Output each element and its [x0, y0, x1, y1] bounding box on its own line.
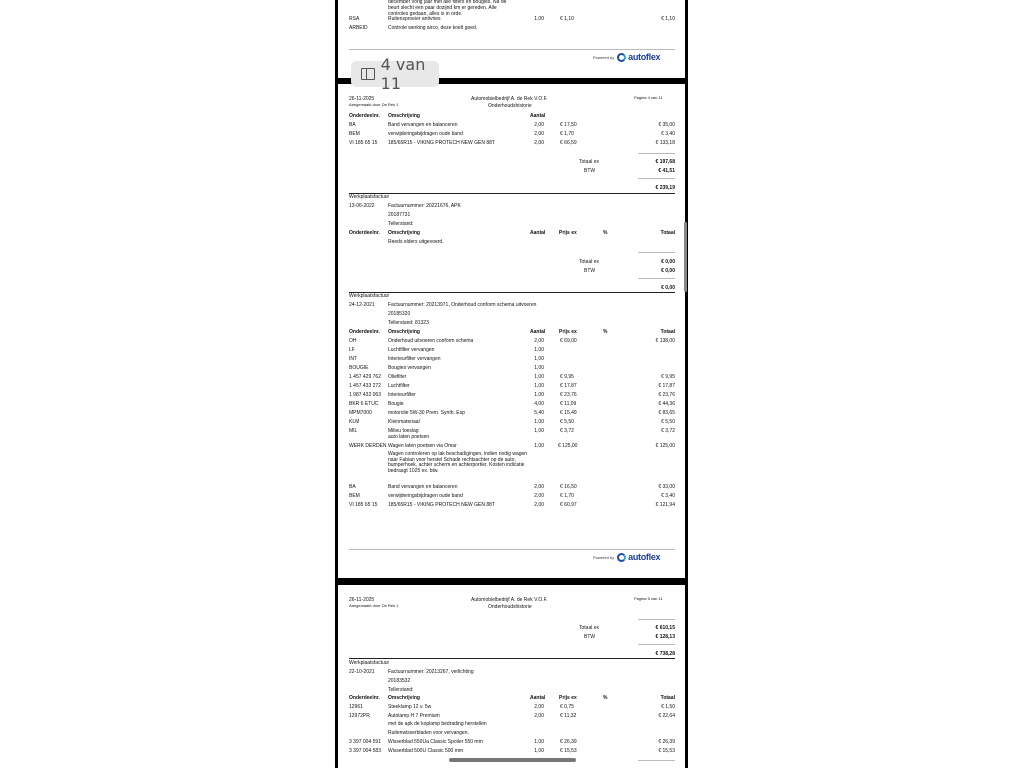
- part-number: INT: [349, 356, 358, 362]
- line-total: € 22,64: [658, 713, 675, 719]
- total-ex-value: € 610,15: [655, 625, 675, 631]
- col-price-ex: Prijs ex: [559, 230, 577, 236]
- grand-total-value: € 738,28: [655, 651, 675, 657]
- unit-price: € 3,72: [560, 428, 574, 434]
- divider: [349, 549, 675, 550]
- divider: [638, 644, 675, 645]
- pdf-page-4: [338, 84, 685, 578]
- page-indicator-label: 4 van 11: [380, 55, 426, 93]
- description: 185/65R15 - VIKING PROTECH NEW GEN 88T: [388, 140, 495, 146]
- line-total: € 35,00: [658, 122, 675, 128]
- quantity: 2,00: [534, 131, 544, 137]
- divider: [638, 178, 675, 179]
- part-number: KLM: [349, 419, 360, 425]
- col-part-number: Onderdeelnr.: [349, 329, 380, 335]
- unit-price: € 66,59: [560, 140, 577, 146]
- description: Interieurfilter vervangen: [388, 356, 441, 362]
- col-price-ex: Prijs ex: [559, 695, 577, 701]
- divider: [349, 292, 675, 293]
- vertical-scrollbar-thumb[interactable]: [684, 222, 687, 292]
- invoice-note: auto laten poetsen: [388, 434, 430, 440]
- description: motorolie 5W-30 Prem. Synth. Esp: [388, 410, 465, 416]
- document-subtitle: Onderhoudshistorie: [488, 604, 532, 610]
- line-total: € 15,53: [658, 748, 675, 754]
- quantity: 5,40: [534, 410, 544, 416]
- divider: [349, 658, 675, 659]
- quantity: 1,00: [534, 365, 544, 371]
- quantity: 2,00: [534, 122, 544, 128]
- made-by: Aangemaakt door De Rek 1: [349, 603, 399, 608]
- invoice-ref: 20185320: [388, 311, 411, 317]
- description: Bougies vervangen: [388, 365, 431, 371]
- invoice-note: met de apk de koplamp bedrading herstellen: [388, 721, 487, 727]
- unit-price: € 125,00: [558, 443, 578, 449]
- unit-price: € 15,49: [560, 410, 577, 416]
- part-number: 3 397 004 583: [349, 748, 381, 754]
- part-number: VI 185 65 15: [349, 502, 378, 508]
- part-number: 12961: [349, 704, 363, 710]
- quantity: 1,00: [534, 428, 544, 434]
- quantity: 1,00: [534, 356, 544, 362]
- quantity: 2,00: [534, 713, 544, 719]
- line-total: € 44,36: [658, 401, 675, 407]
- invoice-ref: 20183532: [388, 678, 411, 684]
- quantity: 1,00: [534, 748, 544, 754]
- unit-price: € 1,10: [560, 16, 574, 22]
- company-name: Automobielbedrijf A. de Rek V.O.F.: [471, 96, 548, 102]
- part-number: 3 397 004 591: [349, 739, 381, 745]
- quantity: 1,00: [534, 383, 544, 389]
- odometer: Tellerstand: 81323: [388, 320, 429, 326]
- description: verwijderingsbijdragen oude band: [388, 131, 463, 137]
- invoice-date: 13-06-2022: [349, 203, 375, 209]
- divider: [638, 252, 675, 253]
- part-number: VI 185 65 15: [349, 140, 378, 146]
- col-quantity: Aantal: [530, 230, 546, 236]
- col-description: Omschrijving: [388, 329, 420, 335]
- col-quantity: Aantal: [530, 113, 546, 119]
- col-description: Omschrijving: [388, 695, 420, 701]
- part-number: MPM7000: [349, 410, 372, 416]
- line-total: € 23,76: [658, 392, 675, 398]
- part-number: BA: [349, 122, 356, 128]
- col-part-number: Onderdeelnr.: [349, 695, 380, 701]
- divider: [349, 193, 675, 194]
- line-total: € 5,50: [661, 419, 675, 425]
- print-date: 26-11-2025: [349, 96, 375, 102]
- autoflex-swirl-icon: [617, 53, 626, 62]
- description: Steeklamp 12 v. 5w: [388, 704, 432, 710]
- part-number: OH: [349, 338, 357, 344]
- page-number: Pagina 4 van 11: [634, 95, 663, 100]
- quantity: 1,00: [534, 739, 544, 745]
- part-number: 12972PR: [349, 713, 370, 719]
- col-part-number: Onderdeelnr.: [349, 230, 380, 236]
- note-line: beurt slecht een paar dozijnd km er gereden. Alle: [388, 5, 497, 11]
- description: Luchtfilter vervangen: [388, 347, 435, 353]
- description: Milieu toeslag: [388, 428, 419, 434]
- line-total: € 133,18: [655, 140, 675, 146]
- vat-value: € 128,13: [655, 634, 675, 640]
- unit-price: € 1,70: [560, 493, 574, 499]
- part-number: 1 457 433 272: [349, 383, 381, 389]
- line-total: € 3,40: [661, 493, 675, 499]
- col-total: Totaal: [660, 329, 675, 335]
- autoflex-wordmark: autoflex: [628, 52, 661, 62]
- col-total: Totaal: [660, 695, 675, 701]
- page-sidebar-icon: [361, 68, 375, 80]
- description: verwijderingsbijdragen oude band: [388, 493, 463, 499]
- description: Bougie: [388, 401, 404, 407]
- line-total: € 83,65: [658, 410, 675, 416]
- divider: [638, 278, 675, 279]
- invoice-note: Reeds elders uitgevoerd.: [388, 239, 444, 245]
- quantity: 2,00: [534, 704, 544, 710]
- invoice-title: Werkplaatsfactuur: [349, 293, 390, 299]
- quantity: 2,00: [534, 493, 544, 499]
- vat-value: € 0,00: [661, 268, 675, 274]
- quantity: 1,00: [534, 443, 544, 449]
- powered-by-autoflex: [593, 52, 660, 62]
- divider: [638, 153, 675, 154]
- pdf-viewer[interactable]: [335, 0, 688, 768]
- odometer: Tellerstand:: [388, 687, 414, 693]
- part-number: BA: [349, 484, 356, 490]
- unit-price: € 11,09: [560, 401, 577, 407]
- description: Ruitensproeier antivries: [388, 16, 441, 22]
- line-total: € 33,00: [658, 484, 675, 490]
- quantity: 1,00: [534, 374, 544, 380]
- note-line: controles gedaan, alles is in orde.: [388, 11, 463, 17]
- document-subtitle: Onderhoudshistorie: [488, 103, 532, 109]
- unit-price: € 69,00: [560, 338, 577, 344]
- vat-label: BTW: [584, 168, 596, 174]
- previous-note: [388, 0, 518, 17]
- odometer: Tellerstand:: [388, 221, 414, 227]
- invoice-title: Werkplaatsfactuur: [349, 194, 390, 200]
- divider: [349, 49, 675, 50]
- quantity: 2,00: [534, 502, 544, 508]
- powered-by-autoflex: [593, 552, 660, 562]
- description: Onderhoud uitvoeren conform schema: [388, 338, 474, 344]
- unit-price: € 9,95: [560, 374, 574, 380]
- line-total: € 26,39: [658, 739, 675, 745]
- quantity: 1,00: [534, 16, 544, 22]
- invoice-date: 22-10-2021: [349, 669, 375, 675]
- col-part-number: Onderdeelnr.: [349, 113, 380, 119]
- powered-by-label: Powered by: [593, 54, 615, 60]
- total-ex-value: € 0,00: [661, 259, 675, 265]
- description: Wagen laten poetsen via Omar: [388, 443, 457, 449]
- description: Oliefilter: [388, 374, 407, 380]
- part-number: BEM: [349, 493, 360, 499]
- line-total: € 3,72: [661, 428, 675, 434]
- quantity: 1,00: [534, 419, 544, 425]
- invoice-number: Factuurnummer: 20213267, verlichting: [388, 669, 474, 675]
- unit-price: € 23,76: [560, 392, 577, 398]
- line-total: € 17,87: [658, 383, 675, 389]
- grand-total-value: € 0,00: [661, 285, 675, 291]
- vat-label: BTW: [584, 268, 596, 274]
- line-total: € 1,10: [661, 16, 675, 22]
- line-total: € 138,00: [655, 338, 675, 344]
- description: Interieurfilter: [388, 392, 416, 398]
- grand-total-value: € 239,19: [655, 185, 675, 191]
- company-name: Automobielbedrijf A. de Rek V.O.F.: [471, 597, 548, 603]
- part-number: RSA: [349, 16, 360, 22]
- part-number: BEM: [349, 131, 360, 137]
- total-ex-value: € 197,68: [655, 159, 675, 165]
- total-ex-label: Totaal ex: [579, 259, 600, 265]
- page-indicator[interactable]: [351, 55, 439, 93]
- line-total: € 125,00: [655, 443, 675, 449]
- unit-price: € 26,39: [560, 739, 577, 745]
- invoice-title: Werkplaatsfactuur: [349, 660, 390, 666]
- unit-price: € 17,50: [560, 122, 577, 128]
- unit-price: € 60,97: [560, 502, 577, 508]
- invoice-note: Ruitenwisserbladen voor vervangen.: [388, 730, 469, 736]
- invoice-number: Factuurnummer: 20221676, APK: [388, 203, 461, 209]
- description: Kleinmateriaal: [388, 419, 420, 425]
- autoflex-wordmark: autoflex: [628, 552, 661, 562]
- col-description: Omschrijving: [388, 230, 420, 236]
- unit-price: € 17,87: [560, 383, 577, 389]
- quantity: 2,00: [534, 484, 544, 490]
- invoice-date: 24-12-2021: [349, 302, 375, 308]
- description: Wisserblad 550Ua Classic Spoiler 550 mm: [388, 739, 483, 745]
- col-quantity: Aantal: [530, 695, 546, 701]
- part-number: WERK DERDEN: [349, 443, 387, 449]
- powered-by-label: Powered by: [593, 554, 615, 560]
- description: 185/65R15 - VIKING PROTECH NEW GEN 88T: [388, 502, 495, 508]
- total-ex-label: Totaal ex: [579, 625, 600, 631]
- unit-price: € 0,75: [560, 704, 574, 710]
- part-number: ARBEID: [349, 25, 368, 31]
- autoflex-logo: [617, 52, 660, 62]
- part-number: BKR 6 ETUC: [349, 401, 379, 407]
- description: Luchtfilter: [388, 383, 410, 389]
- part-number: BOUGIE: [349, 365, 369, 371]
- unit-price: € 11,32: [560, 713, 577, 719]
- vat-value: € 41,51: [658, 168, 675, 174]
- line-total: € 3,40: [661, 131, 675, 137]
- description: Band vervangen en balanceren: [388, 122, 458, 128]
- description: Controle werking airco, deze koelt goed.: [388, 25, 478, 31]
- autoflex-swirl-icon: [617, 553, 626, 562]
- quantity: 1,00: [534, 347, 544, 353]
- quantity: 2,00: [534, 338, 544, 344]
- made-by: Aangemaakt door De Rek 1: [349, 102, 399, 107]
- line-total: € 121,94: [655, 502, 675, 508]
- pdf-page-5: [338, 585, 685, 768]
- description: Wisserblad 500U Classic 500 mm: [388, 748, 464, 754]
- divider: [638, 760, 675, 761]
- vat-label: BTW: [584, 634, 596, 640]
- col-discount: %: [603, 230, 608, 236]
- line-total: € 9,95: [661, 374, 675, 380]
- print-date: 26-11-2025: [349, 597, 375, 603]
- line-total: € 1,50: [661, 704, 675, 710]
- divider: [638, 619, 675, 620]
- invoice-ref: 20187731: [388, 212, 411, 218]
- horizontal-scrollbar-thumb[interactable]: [449, 758, 576, 762]
- part-number: MIL: [349, 428, 358, 434]
- col-discount: %: [603, 695, 608, 701]
- invoice-note: Wagen controleren op lak beschadigingen, indien nodig wagen naar Fabian voor herstel Schade rechtsachter op de auto, bumperhoek, achter scherm en achterportier. Kosten indicatie bedraagt 1025 ex. btw.: [388, 451, 528, 474]
- unit-price: € 15,53: [560, 748, 577, 754]
- total-ex-label: Totaal ex: [579, 159, 600, 165]
- part-number: LF: [349, 347, 355, 353]
- col-description: Omschrijving: [388, 113, 420, 119]
- col-quantity: Aantal: [530, 329, 546, 335]
- part-number: 1 987 432 063: [349, 392, 381, 398]
- quantity: 1,00: [534, 392, 544, 398]
- invoice-number: Factuurnummer: 20213971, Onderhoud conform schema uitvoeren: [388, 302, 537, 308]
- unit-price: € 16,50: [560, 484, 577, 490]
- note-line: december vorig jaar met alle filters en bougies. Na de: [388, 0, 507, 5]
- unit-price: € 1,70: [560, 131, 574, 137]
- description: Autolamp H 7 Premium: [388, 713, 440, 719]
- unit-price: € 5,50: [560, 419, 574, 425]
- col-discount: %: [603, 329, 608, 335]
- description: Band vervangen en balanceren: [388, 484, 458, 490]
- part-number: 1 457 429 762: [349, 374, 381, 380]
- col-price-ex: Prijs ex: [559, 329, 577, 335]
- quantity: 4,00: [534, 401, 544, 407]
- col-total: Totaal: [660, 230, 675, 236]
- quantity: 2,00: [534, 140, 544, 146]
- page-number: Pagina 5 van 11: [634, 596, 663, 601]
- autoflex-logo: [617, 552, 660, 562]
